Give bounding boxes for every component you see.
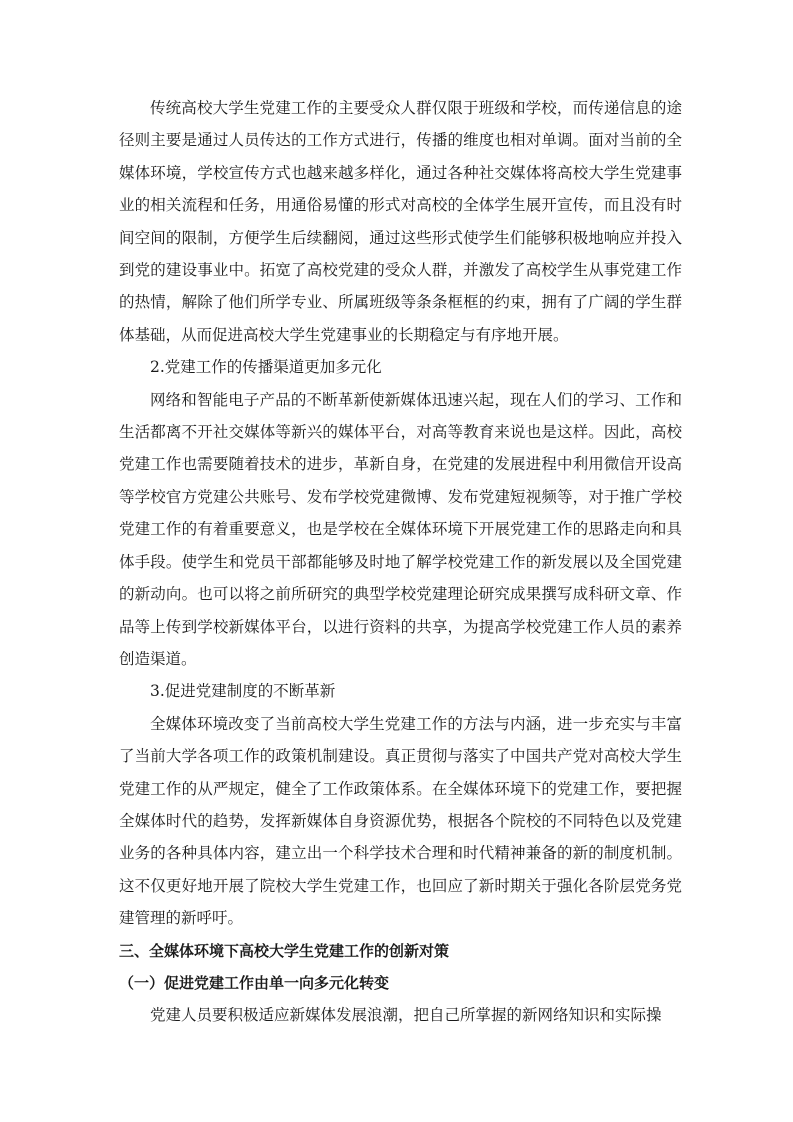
body-paragraph: 党建人员要积极适应新媒体发展浪潮，把自己所掌握的新网络知识和实际操 xyxy=(150,1006,662,1025)
subheading-3: 3.促进党建制度的不断革新 xyxy=(150,682,336,701)
body-paragraph: 传统高校大学生党建工作的主要受众人群仅限于班级和学校，而传递信息的途径则主要是通过人员传达的工作方式进行，传播的维度也相对单调。面对当前的全媒体环境，学校宣传方式也越来越多样化，通过各种社交媒体将高校大学生党建事业的相关流程和任务，用通俗易懂的形式对高校的全体学生展开宣传，而且没有时间空间的限制，方便学生后续翻阅，通过这些形式使学生们能够积极地响应并投入到党的建设事业中。拓宽了高校党建的受众人群，并激发了高校学生从事党建工作的热情，解除了他们所学专业、所属班级等条条框框的约束，拥有了广阔的学生群体基础，从而促进高校大学生党建事业的长期稳定与有序地开展。 xyxy=(119,99,682,344)
subsection-heading: （一）促进党建工作由单一向多元化转变 xyxy=(119,973,390,992)
body-paragraph: 网络和智能电子产品的不断革新使新媒体迅速兴起，现在人们的学习、工作和生活都离不开社交媒体等新兴的媒体平台，对高等教育来说也是这样。因此，高校党建工作也需要随着技术的进步，革新自身，在党建的发展进程中利用微信开设高等学校官方党建公共账号、发布学校党建微博、发布党建短视频等，对于推广学校党建工作的有着重要意义，也是学校在全媒体环境下开展党建工作的思路走向和具体手段。使学生和党员干部都能够及时地了解学校党建工作的新发展以及全国党建的新动向。也可以将之前所研究的典型学校党建理论研究成果撰写成科研文章、作品等上传到学校新媒体平台，以进行资料的共享，为提高学校党建工作人员的素养创造渠道。 xyxy=(119,390,682,668)
subheading-2: 2.党建工作的传播渠道更加多元化 xyxy=(150,358,382,377)
document-page xyxy=(119,92,682,1032)
section-heading: 三、全媒体环境下高校大学生党建工作的创新对策 xyxy=(119,941,450,960)
body-paragraph: 全媒体环境改变了当前高校大学生党建工作的方法与内涵，进一步充实与丰富了当前大学各项工作的政策机制建设。真正贯彻与落实了中国共产党对高校大学生党建工作的从严规定，健全了工作政策体系。在全媒体环境下的党建工作，要把握全媒体时代的趋势，发挥新媒体自身资源优势，根据各个院校的不同特色以及党建业务的各种具体内容，建立出一个科学技术合理和时代精神兼备的新的制度机制。这不仅更好地开展了院校大学生党建工作，也回应了新时期关于强化各阶层党务党建管理的新呼吁。 xyxy=(119,714,682,928)
